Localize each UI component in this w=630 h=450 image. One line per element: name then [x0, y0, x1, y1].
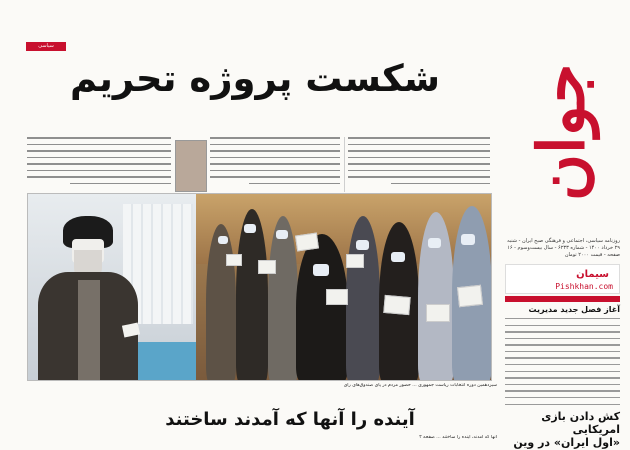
main-photo [27, 193, 492, 381]
voters-crowd-photo [196, 194, 492, 381]
column-divider [344, 137, 345, 192]
ad-block [505, 264, 620, 294]
sub-headline: آینده را آنها که آمدند ساختند [165, 409, 415, 430]
red-divider [505, 296, 620, 302]
bottom-text: آنها که آمدند، آینده را ساختند ... صفحه ۲ [419, 435, 497, 440]
right-bottom-line2: «اول ایران» در وین [513, 436, 620, 449]
portrait-photo [175, 140, 207, 192]
right-column-body [505, 318, 620, 408]
text-column-2 [210, 137, 340, 192]
main-headline: شکست پروژه تحریم [69, 57, 441, 100]
newspaper-logo: جوان [524, 63, 600, 201]
masthead [505, 32, 620, 234]
text-column-3 [27, 137, 171, 192]
right-bottom-line1: کش دادن بازی امریکایی [541, 410, 620, 436]
watermark-site: Pishkhan.com [555, 282, 613, 291]
leader-voting-photo [28, 194, 196, 381]
photo-caption: سیزدهمین دوره انتخابات ریاست جمهوری ... حضور مردم در پای صندوق‌های رأی [343, 383, 497, 388]
right-column-heading: آغاز فصل جدید مدیریت [528, 305, 620, 314]
publication-info: روزنامه سیاسی، اجتماعی و فرهنگی صبح ایران - شنبه ۲۹ خرداد ۱۴۰۰ - شماره ۶۲۳۳ - سال بیست‌وسوم - ۱۶ صفحه - قیمت ۲۰۰۰ تومان [507, 238, 620, 258]
section-tag: سیاسی [26, 42, 66, 51]
right-bottom-headline [492, 410, 620, 449]
text-column-1 [348, 137, 490, 192]
ad-logo: سیمان [576, 269, 609, 280]
